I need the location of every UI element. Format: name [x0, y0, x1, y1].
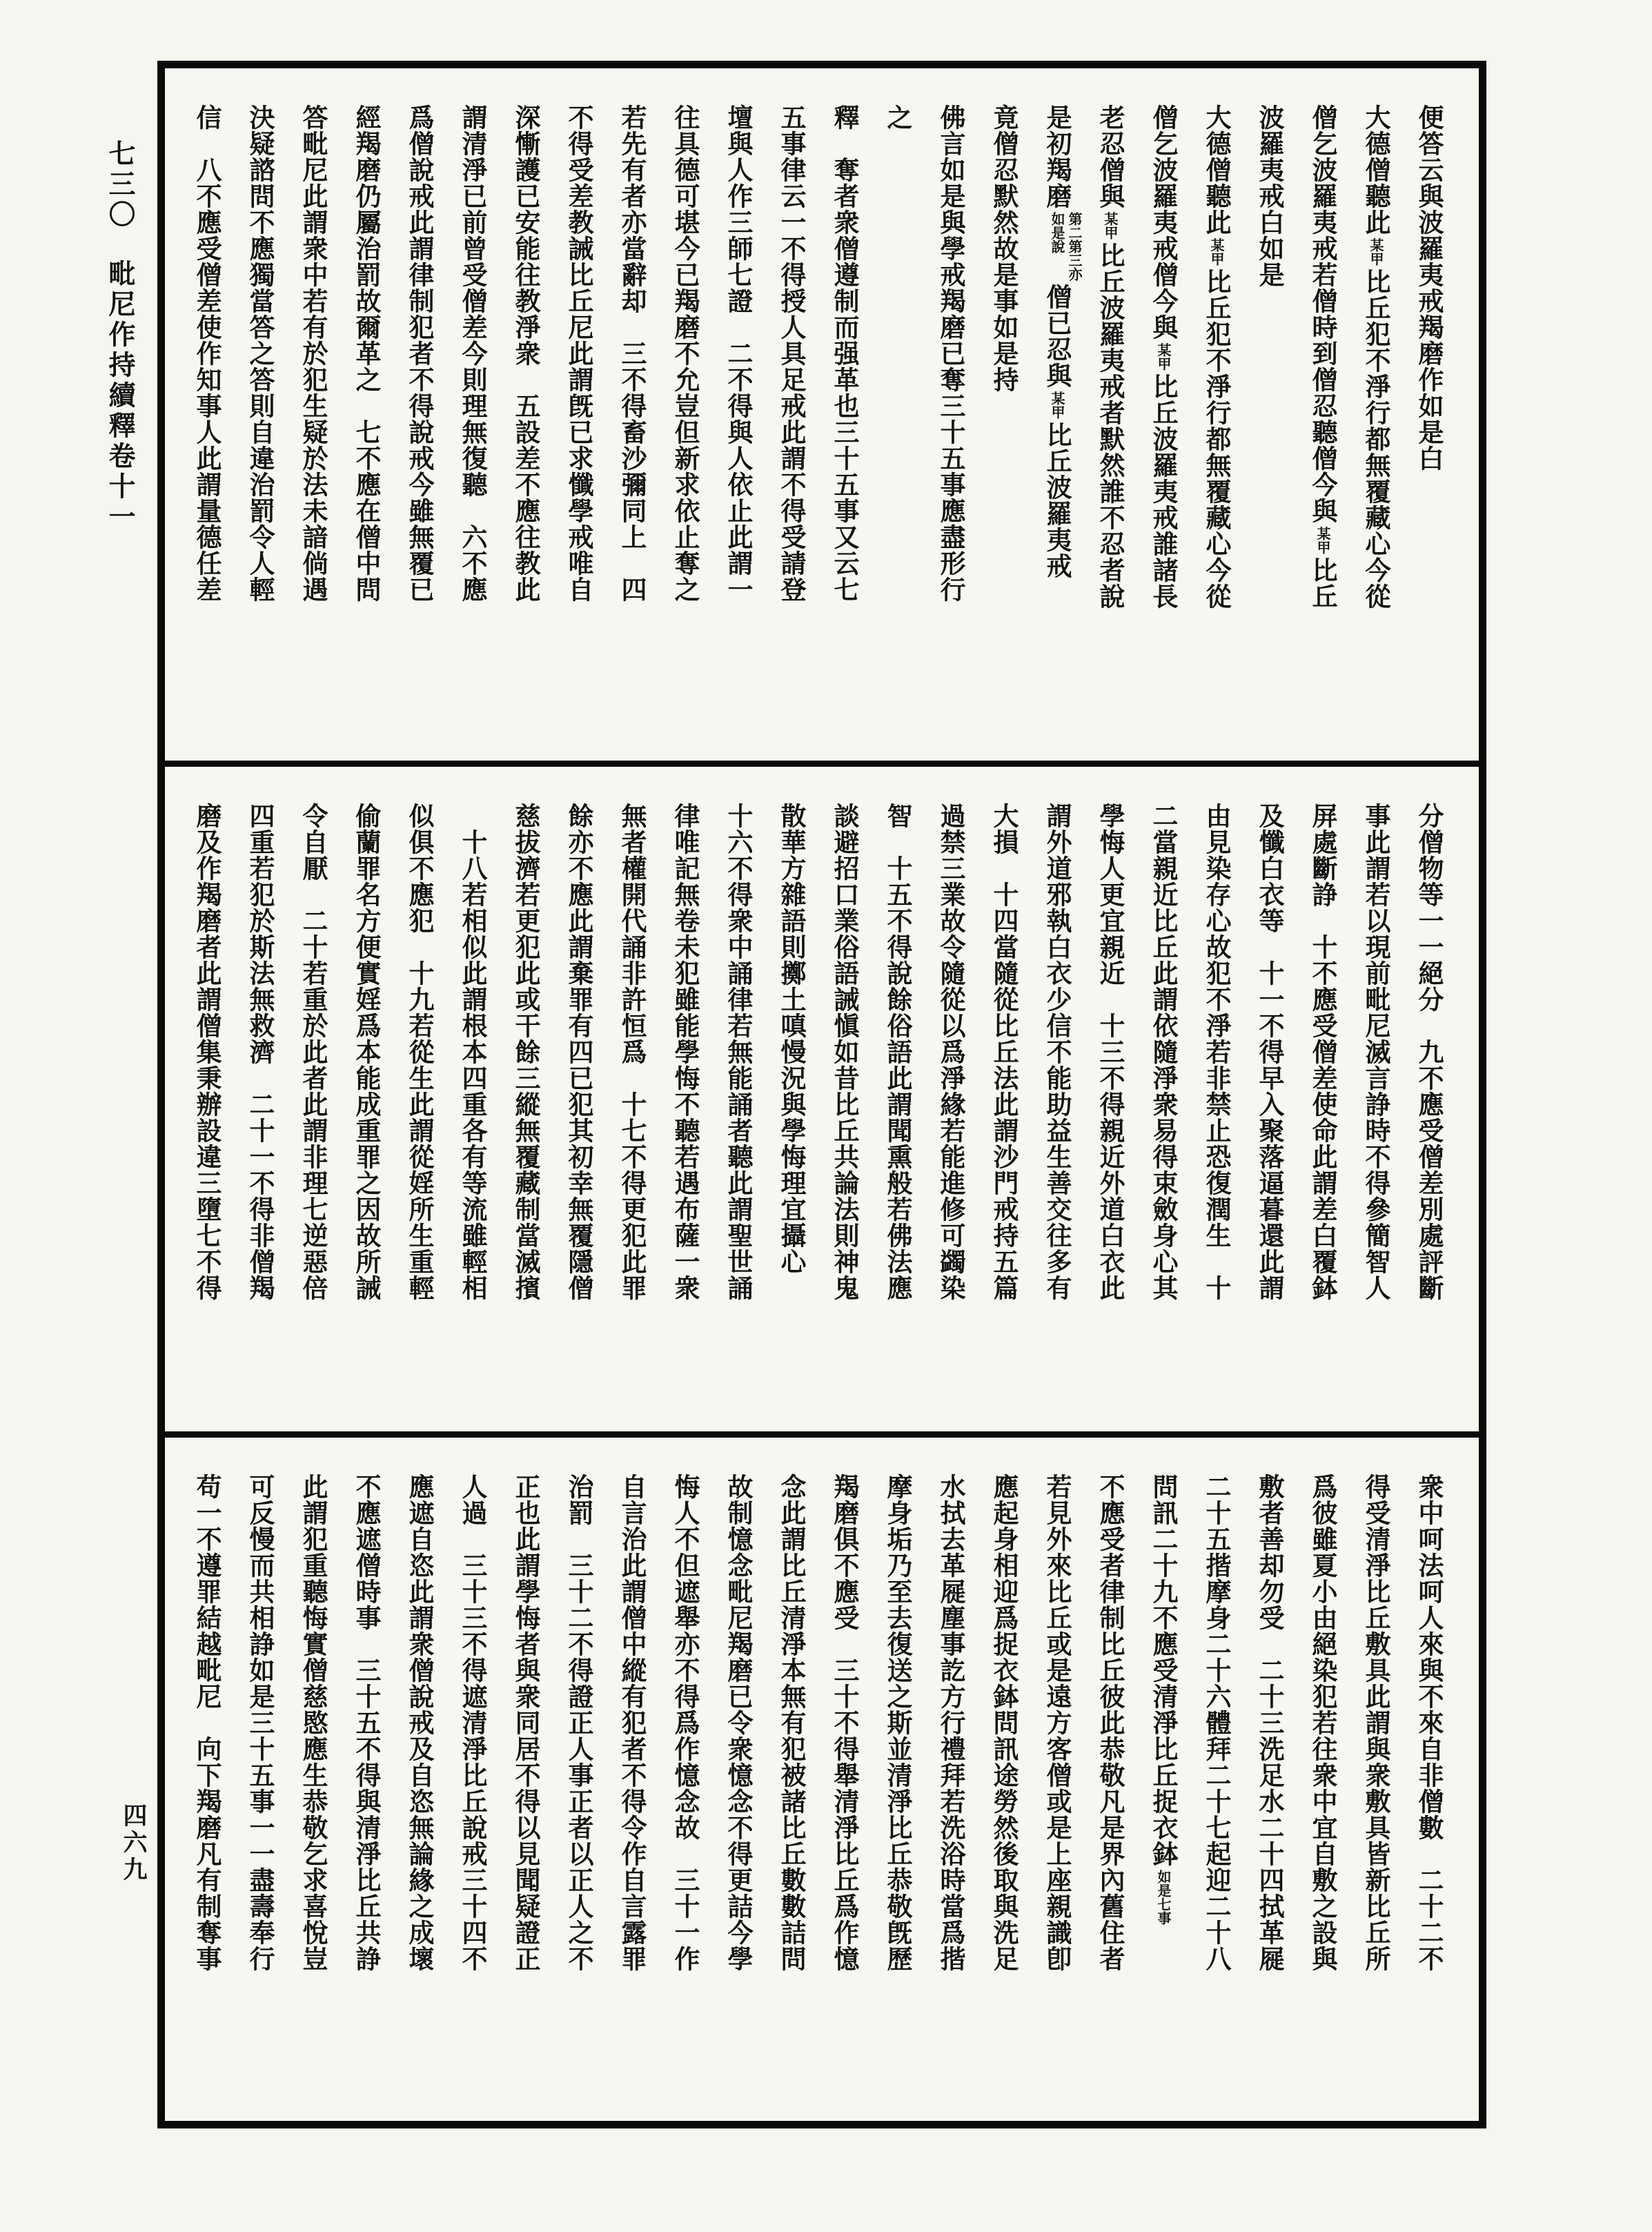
text-column: 謂清淨已前曾受僧差今則理無復聽 六不應: [458, 104, 488, 603]
band-top-columns: [180, 104, 1455, 750]
inline-annotation: 如是七事: [1155, 1870, 1172, 1925]
text-column: 分僧物等一一絕分 九不應受僧差別處評斷: [1414, 803, 1444, 1301]
volume-title: 毗尼作持續釋卷十一: [104, 260, 136, 533]
text-column: 羯磨俱不應受 三十不得舉清淨比丘爲作憶: [829, 1474, 860, 1972]
inline-annotation: 某甲: [1208, 238, 1225, 266]
text-column: 正也此謂學悔者與衆同居不得以見聞疑證正: [511, 1474, 541, 1972]
text-column: 令自厭 二十若重於此者此謂非理七逆惡倍: [298, 803, 328, 1301]
text-column: 人過 三十三不得遮清淨比丘說戒三十四不: [458, 1474, 488, 1972]
inline-annotation: 某甲: [1368, 238, 1384, 266]
text-column: 僧乞波羅夷戒若僧時到僧忍聽僧今與某甲比丘: [1308, 104, 1338, 609]
text-column: 由見染存心故犯不淨若非禁止恐復潤生 十: [1201, 803, 1232, 1301]
text-column: 事此謂若以現前毗尼滅言諍時不得參簡智人: [1361, 803, 1391, 1301]
text-column: 若先有者亦當辭却 三不得畜沙彌同上 四: [617, 104, 647, 603]
band-middle-columns: [180, 803, 1455, 1438]
text-column: 釋 奪者衆僧遵制而强革也三十五事又云七: [829, 104, 860, 603]
text-column: 大德僧聽此某甲比丘犯不淨行都無覆藏心今從: [1361, 104, 1391, 609]
text-column: 治罰 三十二不得證正人事正者以正人之不: [564, 1474, 594, 1972]
text-column: 爲彼雖夏小由絕染犯若往衆中宜自敷之設與: [1308, 1474, 1338, 1972]
text-column: 屏處斷諍 十不應受僧差使命此謂差白覆鉢: [1308, 803, 1338, 1301]
text-column: 學悔人更宜親近 十三不得親近外道白衣此: [1095, 803, 1125, 1301]
text-column: 二十五揩摩身二十六體拜二十七起迎二十八: [1201, 1474, 1232, 1972]
text-column: 及懺白衣等 十一不得早入聚落逼暮還此謂: [1255, 803, 1285, 1301]
inline-annotation: 某甲: [1315, 527, 1331, 554]
text-column: 答毗尼此謂衆中若有於犯生疑於法未諳倘遇: [298, 104, 328, 603]
text-column: 便答云與波羅夷戒羯磨作如是白: [1414, 104, 1444, 471]
text-column: 苟一不遵罪結越毗尼 向下羯磨凡有制奪事: [192, 1474, 222, 1972]
text-column: 決疑諮問不應獨當答之答則自違治罰令人輕: [245, 104, 275, 603]
text-column: 深慚護已安能往教淨衆 五設差不應往教此: [511, 104, 541, 603]
page-number: 四六九: [119, 1803, 148, 1883]
text-column: 此謂犯重聽悔實僧慈愍應生恭敬乞求喜悅豈: [298, 1474, 328, 1972]
text-column: 智 十五不得說餘俗語此謂聞熏般若佛法應: [883, 803, 913, 1301]
text-column: 應遮自恣此謂衆僧說戒及自恣無論緣之成壞: [404, 1474, 435, 1972]
text-band-top: [165, 68, 1479, 767]
text-band-middle: [165, 767, 1479, 1438]
text-column: 慈拔濟若更犯此或干餘三縱無覆藏制當滅擯: [511, 803, 541, 1301]
text-column: 得受清淨比丘敷具此謂與衆敷具皆新比丘所: [1361, 1474, 1391, 1972]
text-column: 自言治此謂僧中縱有犯者不得令作自言露罪: [617, 1474, 647, 1972]
text-column: 摩身垢乃至去復送之斯並清淨比丘恭敬旣歷: [883, 1474, 913, 1972]
text-column: 竟僧忍默然故是事如是持: [989, 104, 1019, 393]
text-column: 壇與人作三師七證 二不得與人依止此謂一: [723, 104, 754, 603]
margin-folio-and-title: [101, 139, 139, 533]
text-column: 不應受者律制比丘彼此恭敬凡是界內舊住者: [1095, 1474, 1125, 1972]
folio-label: 七三〇: [104, 139, 136, 231]
text-column: 十八若相似此謂根本四重各有等流雖輕相: [458, 803, 488, 1301]
text-column: 是初羯磨第二第三亦如是說僧已忍與某甲比丘波羅夷戒: [1042, 104, 1083, 579]
text-column: 應起身相迎爲捉衣鉢問訊途勞然後取與洗足: [989, 1474, 1019, 1972]
text-column: 之: [883, 104, 913, 130]
text-frame: [157, 61, 1486, 2128]
text-column: 磨及作羯磨者此謂僧集秉辦設違三墮七不得: [192, 803, 222, 1301]
text-column: 不得受差教誡比丘尼此謂旣已求懺學戒唯自: [564, 104, 594, 603]
text-column: 信 八不應受僧差使作知事人此謂量德任差: [192, 104, 222, 603]
text-column: 水拭去革屣塵事訖方行禮拜若洗浴時當爲揩: [936, 1474, 966, 1972]
text-column: 謂外道邪執白衣少信不能助益生善交往多有: [1042, 803, 1072, 1301]
text-column: 無者權開代誦非許恒爲 十七不得更犯此罪: [617, 803, 647, 1301]
text-column: 談避招口業俗語誡愼如昔比丘共論法則神鬼: [829, 803, 860, 1301]
text-column: 五事律云一不得授人具足戒此謂不得受請登: [776, 104, 807, 603]
text-column: 衆中呵法呵人來與不來自非僧數 二十二不: [1414, 1474, 1444, 1972]
text-column: 餘亦不應此謂棄罪有四已犯其初幸無覆隱僧: [564, 803, 594, 1301]
text-column: 問訊二十九不應受清淨比丘捉衣鉢如是七事: [1148, 1474, 1179, 1925]
text-column: 僧乞波羅夷戒僧今與某甲比丘波羅夷戒誰諸長: [1148, 104, 1179, 609]
text-column: 悔人不但遮舉亦不得爲作憶念故 三十一作: [670, 1474, 700, 1972]
text-column: 敷者善却勿受 二十三洗足水二十四拭革屣: [1255, 1474, 1285, 1972]
text-column: 律唯記無卷未犯雖能學悔不聽若遇布薩一衆: [670, 803, 700, 1301]
text-column: 過禁三業故令隨從以爲淨緣若能進修可蠲染: [936, 803, 966, 1301]
text-column: 大損 十四當隨從比丘法此謂沙門戒持五篇: [989, 803, 1019, 1301]
inline-annotation: 第二第三亦如是說: [1049, 212, 1083, 281]
text-column: 故制憶念毗尼羯磨已令衆憶念不得更詰今學: [723, 1474, 754, 1972]
text-column: 四重若犯於斯法無救濟 二十一不得非僧羯: [245, 803, 275, 1301]
text-column: 往具德可堪今已羯磨不允豈但新求依止奪之: [670, 104, 700, 603]
text-column: 二當親近比丘此謂依隨淨衆易得束斂身心其: [1148, 803, 1179, 1301]
inline-annotation: 某甲: [1049, 391, 1065, 419]
text-column: 老忍僧與某甲比丘波羅夷戒者默然誰不忍者說: [1095, 104, 1125, 609]
text-column: 若見外來比丘或是遠方客僧或是上座親識卽: [1042, 1474, 1072, 1972]
text-column: 不應遮僧時事 三十五不得與清淨比丘共諍: [351, 1474, 382, 1972]
text-band-bottom: [165, 1438, 1479, 2121]
text-column: 爲僧說戒此謂律制犯者不得說戒今雖無覆已: [404, 104, 435, 603]
inline-annotation: 某甲: [1155, 343, 1172, 371]
text-column: 似俱不應犯 十九若從生此謂從婬所生重輕: [404, 803, 435, 1301]
text-column: 大德僧聽此某甲比丘犯不淨行都無覆藏心今從: [1201, 104, 1232, 609]
text-column: 可反慢而共相諍如是三十五事一一盡壽奉行: [245, 1474, 275, 1972]
text-column: 佛言如是與學戒羯磨已奪三十五事應盡形行: [936, 104, 966, 603]
inline-annotation: 某甲: [1102, 212, 1119, 239]
text-column: 散華方雜語則擲土嗔慢況與學悔理宜攝心: [776, 803, 807, 1275]
text-column: 念此謂比丘清淨本無有犯被諸比丘數數詰問: [776, 1474, 807, 1972]
text-column: 偷蘭罪名方便實婬爲本能成重罪之因故所誡: [351, 803, 382, 1301]
band-bottom-columns: [180, 1474, 1455, 2119]
text-column: 波羅夷戒白如是: [1255, 104, 1285, 288]
text-column: 十六不得衆中誦律若無能誦者聽此謂聖世誦: [723, 803, 754, 1301]
text-column: 經羯磨仍屬治罰故爾革之 七不應在僧中問: [351, 104, 382, 603]
